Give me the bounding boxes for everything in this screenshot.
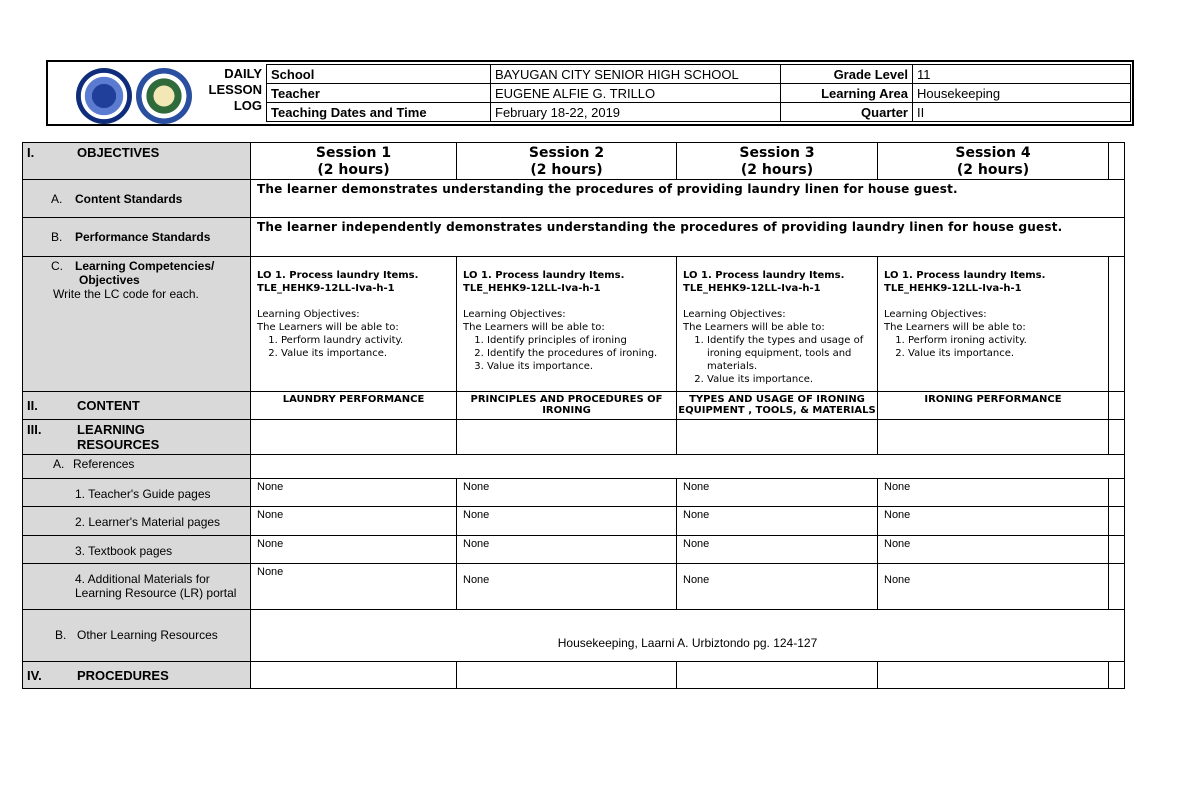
- textbook-spacer: [1109, 536, 1125, 564]
- session-2-objectives-heading: Learning Objectives:: [463, 309, 566, 320]
- session-3-objectives-heading: Learning Objectives:: [683, 309, 786, 320]
- session-1-objectives-heading: Learning Objectives:: [257, 309, 360, 320]
- resources-spacer: [1109, 420, 1125, 455]
- quarter-label: Quarter: [781, 103, 913, 122]
- session-3-lo: LO 1. Process laundry Items. TLE_HEHK9-12LL-Iva-h-1: [683, 270, 845, 294]
- session-3-objective-1: 1. Identify the types and usage of ironing equipment, tools and materials.: [707, 334, 871, 373]
- session-4-hours: (2 hours): [956, 162, 1030, 178]
- performance-standards-label: Performance Standards: [75, 230, 211, 244]
- learners-material-s4: None: [878, 507, 1109, 536]
- content-standards-row: [23, 180, 1125, 218]
- session-4-objective-2: 2. Value its importance.: [908, 347, 1102, 360]
- procedures-num: IV.: [27, 667, 42, 683]
- learners-material-row: [23, 507, 1125, 536]
- competencies-heading: [23, 257, 251, 392]
- other-resources-value: Housekeeping, Laarni A. Urbiztondo pg. 124-127: [251, 610, 1125, 662]
- textbook-s2: None: [457, 536, 677, 564]
- content-heading: [23, 392, 251, 420]
- session-3-objective-list: [683, 334, 871, 386]
- school-value: BAYUGAN CITY SENIOR HIGH SCHOOL: [491, 65, 781, 84]
- session-4-competency: [878, 257, 1109, 392]
- content-standards-heading: [23, 180, 251, 218]
- grade-level-label: Grade Level: [781, 65, 913, 84]
- additional-materials-spacer: [1109, 564, 1125, 610]
- other-resources-row: [23, 610, 1125, 662]
- other-resources-letter: B.: [55, 628, 67, 642]
- learning-area-label: Learning Area: [781, 84, 913, 103]
- teachers-guide-s4: None: [878, 479, 1109, 507]
- session-1-able-to: The Learners will be able to:: [257, 322, 399, 333]
- procedures-cell-4: [878, 662, 1109, 689]
- objectives-row: [23, 143, 1125, 180]
- procedures-cell-2: [457, 662, 677, 689]
- session-2-objective-list: [463, 334, 670, 373]
- performance-standards-text: The learner independently demonstrates understanding the procedures of providing laundry linen for house guest.: [251, 218, 1125, 257]
- competencies-label-2: Objectives: [79, 273, 140, 287]
- session-4-able-to: The Learners will be able to:: [884, 322, 1026, 333]
- other-resources-heading: [23, 610, 251, 662]
- procedures-cell-3: [677, 662, 878, 689]
- additional-materials-s4: None: [878, 564, 1109, 610]
- additional-materials-s1: None: [251, 564, 457, 610]
- header-info-table: [266, 64, 1131, 122]
- learners-material-spacer: [1109, 507, 1125, 536]
- session-2-objective-1: 1. Identify principles of ironing: [487, 334, 670, 347]
- content-label: CONTENT: [77, 398, 140, 413]
- competencies-row: [23, 257, 1125, 392]
- session-1-lo: LO 1. Process laundry Items. TLE_HEHK9-12LL-Iva-h-1: [257, 270, 419, 294]
- resources-num: III.: [27, 422, 42, 437]
- objectives-spacer: [1109, 143, 1125, 180]
- references-row: [23, 455, 1125, 479]
- school-label: School: [267, 65, 491, 84]
- session-2-name: Session 2: [528, 145, 605, 161]
- competencies-letter: C.: [51, 259, 63, 273]
- procedures-label: PROCEDURES: [77, 667, 169, 683]
- teachers-guide-s2: None: [457, 479, 677, 507]
- session-3-header: [677, 143, 878, 180]
- resources-cell-4: [878, 420, 1109, 455]
- resources-label-2: RESOURCES: [77, 437, 160, 452]
- procedures-heading: [23, 662, 251, 689]
- session-3-able-to: The Learners will be able to:: [683, 322, 825, 333]
- session-1-objective-1: 1. Perform laundry activity.: [281, 334, 450, 347]
- objectives-label: OBJECTIVES: [77, 145, 160, 160]
- procedures-row: [23, 662, 1125, 689]
- session-3-name: Session 3: [739, 145, 815, 161]
- teaching-dates-value: February 18-22, 2019: [491, 103, 781, 122]
- performance-standards-row: [23, 218, 1125, 257]
- additional-materials-label: 4. Additional Materials for Learning Resource (LR) portal: [23, 564, 251, 610]
- session-2-objective-2: 2. Identify the procedures of ironing.: [487, 347, 670, 360]
- resources-cell-1: [251, 420, 457, 455]
- teacher-label: Teacher: [267, 84, 491, 103]
- teachers-guide-s1: None: [251, 479, 457, 507]
- session-4-name: Session 4: [955, 145, 1031, 161]
- textbook-row: [23, 536, 1125, 564]
- additional-materials-s3: None: [677, 564, 878, 610]
- content-num: II.: [27, 398, 38, 413]
- teachers-guide-s3: None: [677, 479, 878, 507]
- session-4-objective-list: [884, 334, 1102, 360]
- learning-area-value: Housekeeping: [913, 84, 1131, 103]
- teachers-guide-spacer: [1109, 479, 1125, 507]
- textbook-s3: None: [677, 536, 878, 564]
- procedures-cell-1: [251, 662, 457, 689]
- content-standards-label: Content Standards: [75, 191, 183, 206]
- session-1-objective-list: [257, 334, 450, 360]
- resources-label-1: LEARNING: [77, 422, 145, 437]
- textbook-s1: None: [251, 536, 457, 564]
- textbook-s4: None: [878, 536, 1109, 564]
- quarter-value: II: [913, 103, 1131, 122]
- teachers-guide-row: [23, 479, 1125, 507]
- title-line-2: LESSON: [208, 82, 262, 97]
- competencies-label-1: Learning Competencies/: [75, 259, 215, 273]
- learners-material-label: 2. Learner's Material pages: [23, 507, 251, 536]
- daily-lesson-log-title: [188, 66, 262, 114]
- content-standards-text: The learner demonstrates understanding the procedures of providing laundry linen for house guest.: [251, 180, 1125, 218]
- resources-heading: [23, 420, 251, 455]
- procedures-spacer: [1109, 662, 1125, 689]
- competencies-spacer: [1109, 257, 1125, 392]
- references-heading: [23, 455, 251, 479]
- competencies-note: Write the LC code for each.: [53, 287, 199, 301]
- session-3-competency: [677, 257, 878, 392]
- additional-materials-s2: None: [457, 564, 677, 610]
- other-resources-label: Other Learning Resources: [77, 628, 218, 642]
- learners-material-s1: None: [251, 507, 457, 536]
- performance-standards-letter: B.: [51, 230, 63, 244]
- session-2-hours: (2 hours): [530, 162, 603, 178]
- content-standards-letter: A.: [51, 191, 63, 206]
- resources-cell-2: [457, 420, 677, 455]
- references-label: References: [73, 457, 135, 471]
- teacher-value: EUGENE ALFIE G. TRILLO: [491, 84, 781, 103]
- objectives-num: I.: [27, 145, 35, 160]
- title-line-1: DAILY: [224, 66, 262, 81]
- session-1-name: Session 1: [315, 145, 392, 161]
- session-1-hours: (2 hours): [317, 162, 390, 178]
- session-1-competency: [251, 257, 457, 392]
- session-3-objective-2: 2. Value its importance.: [707, 373, 871, 386]
- session-2-header: [457, 143, 677, 180]
- session-1-content: LAUNDRY PERFORMANCE: [251, 392, 457, 420]
- session-4-lo: LO 1. Process laundry Items. TLE_HEHK9-12LL-Iva-h-1: [884, 270, 1046, 294]
- lesson-log-header: [46, 60, 1134, 126]
- resources-row: [23, 420, 1125, 455]
- teachers-guide-label: 1. Teacher's Guide pages: [23, 479, 251, 507]
- session-2-lo: LO 1. Process laundry Items. TLE_HEHK9-12LL-Iva-h-1: [463, 270, 625, 294]
- session-2-content: PRINCIPLES AND PROCEDURES OF IRONING: [457, 392, 677, 420]
- title-line-3: LOG: [233, 98, 262, 113]
- content-row: [23, 392, 1125, 420]
- session-1-objective-2: 2. Value its importance.: [281, 347, 450, 360]
- references-blank: [251, 455, 1125, 479]
- session-3-content: TYPES AND USAGE OF IRONING EQUIPMENT , TOOLS, & MATERIALS: [677, 392, 878, 420]
- session-3-hours: (2 hours): [740, 162, 814, 178]
- teaching-dates-label: Teaching Dates and Time: [267, 103, 491, 122]
- session-4-objective-1: 1. Perform ironing activity.: [908, 334, 1102, 347]
- learners-material-s3: None: [677, 507, 878, 536]
- session-4-objectives-heading: Learning Objectives:: [884, 309, 987, 320]
- lesson-plan-table: [22, 142, 1125, 689]
- session-4-header: [878, 143, 1109, 180]
- textbook-label: 3. Textbook pages: [23, 536, 251, 564]
- performance-standards-heading: [23, 218, 251, 257]
- session-2-competency: [457, 257, 677, 392]
- deped-seal-logo: [76, 68, 132, 124]
- content-spacer: [1109, 392, 1125, 420]
- session-4-content: IRONING PERFORMANCE: [878, 392, 1109, 420]
- session-2-objective-3: 3. Value its importance.: [487, 360, 670, 373]
- objectives-heading: [23, 143, 251, 180]
- session-1-header: [251, 143, 457, 180]
- grade-level-value: 11: [913, 65, 1131, 84]
- school-seal-logo: [136, 68, 192, 124]
- references-letter: A.: [53, 457, 65, 471]
- learners-material-s2: None: [457, 507, 677, 536]
- additional-materials-row: [23, 564, 1125, 610]
- resources-cell-3: [677, 420, 878, 455]
- session-2-able-to: The Learners will be able to:: [463, 322, 605, 333]
